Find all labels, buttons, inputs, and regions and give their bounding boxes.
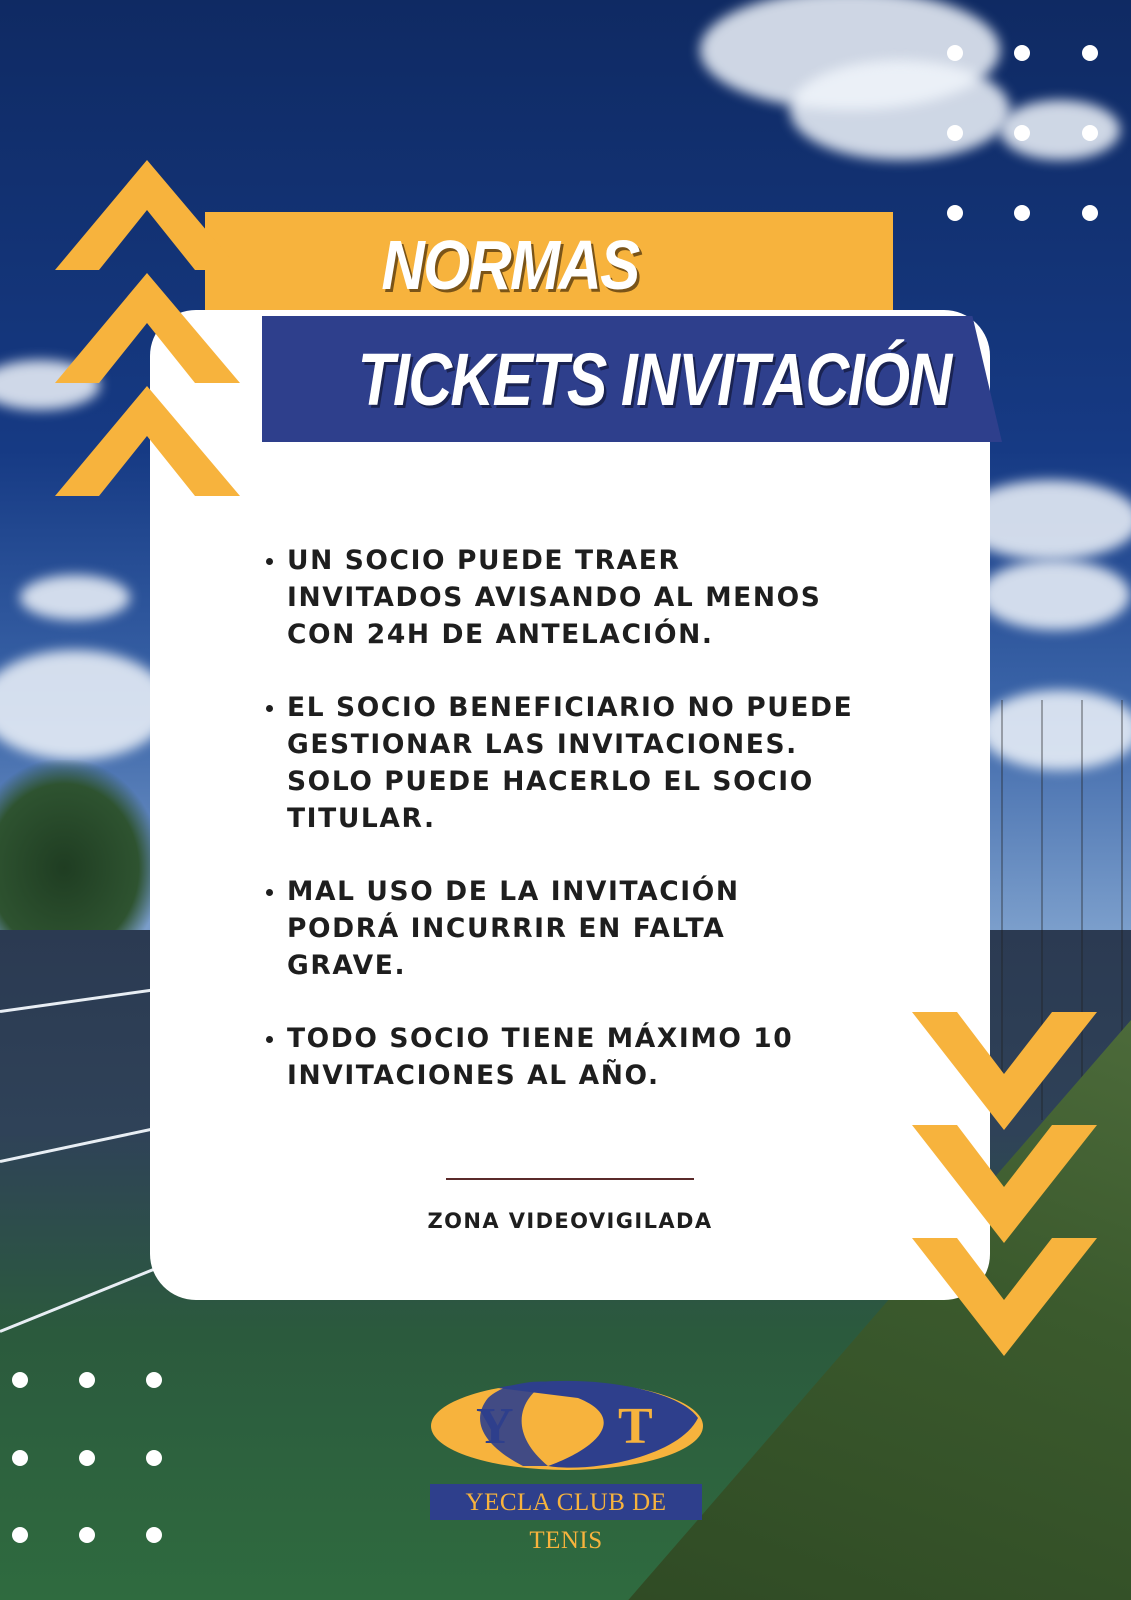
rule-line: SOLO PUEDE HACERLO EL SOCIO	[287, 766, 814, 797]
trees	[0, 760, 160, 940]
rule-line: GESTIONAR LAS INVITACIONES.	[287, 729, 798, 760]
decor-dot	[1014, 125, 1030, 141]
rule-line: UN SOCIO PUEDE TRAER	[287, 545, 681, 576]
decor-dot	[1082, 205, 1098, 221]
rule-line: MAL USO DE LA INVITACIÓN	[287, 876, 740, 907]
decor-dot	[1014, 45, 1030, 61]
bullet-icon	[266, 705, 273, 712]
bullet-icon	[266, 558, 273, 565]
rule-item	[262, 873, 882, 984]
cctv-notice: ZONA VIDEOVIGILADA	[427, 1209, 713, 1233]
decor-dot	[12, 1372, 28, 1388]
page-title-normas: NORMAS	[381, 226, 639, 304]
rules-list	[262, 542, 882, 1130]
rule-item	[262, 542, 882, 653]
decor-dot	[79, 1450, 95, 1466]
cloud	[980, 560, 1130, 630]
bullet-icon	[266, 889, 273, 896]
decor-dot	[12, 1527, 28, 1543]
decor-dot	[146, 1450, 162, 1466]
rule-line: TITULAR.	[287, 803, 436, 834]
chevron-up-icon	[55, 160, 240, 270]
chevron-up-icon-group	[55, 160, 240, 505]
decor-dot	[79, 1527, 95, 1543]
rule-line: GRAVE.	[287, 950, 407, 981]
decor-dot	[1014, 205, 1030, 221]
decor-dot	[12, 1450, 28, 1466]
decor-dot	[146, 1527, 162, 1543]
chevron-down-icon	[912, 1238, 1097, 1356]
decor-dot	[79, 1372, 95, 1388]
cloud	[20, 575, 130, 620]
cloud	[790, 60, 1010, 160]
bullet-icon	[266, 1036, 273, 1043]
decor-dot	[947, 205, 963, 221]
rule-item	[262, 689, 882, 837]
divider	[446, 1178, 694, 1180]
decor-dot	[146, 1372, 162, 1388]
rule-line: EL SOCIO BENEFICIARIO NO PUEDE	[287, 692, 854, 723]
rule-line: INVITACIONES AL AÑO.	[287, 1060, 660, 1091]
page-title-tickets: TICKETS INVITACIÓN	[357, 338, 951, 421]
decor-dot	[1082, 45, 1098, 61]
club-logo-text: YECLA CLUB DE TENIS	[430, 1484, 702, 1520]
chevron-up-icon	[55, 273, 240, 383]
svg-text:Y: Y	[476, 1398, 514, 1455]
decor-dot	[1082, 125, 1098, 141]
rule-line: TODO SOCIO TIENE MÁXIMO 10	[287, 1023, 794, 1054]
rule-line: INVITADOS AVISANDO AL MENOS	[287, 582, 822, 613]
rule-item	[262, 1020, 882, 1094]
chevron-down-icon	[912, 1125, 1097, 1243]
svg-text:T: T	[618, 1398, 653, 1455]
chevron-down-icon	[912, 1012, 1097, 1130]
decor-dot	[947, 45, 963, 61]
chevron-down-icon-group	[912, 1012, 1097, 1357]
decor-dot	[947, 125, 963, 141]
rule-line: CON 24H DE ANTELACIÓN.	[287, 619, 714, 650]
chevron-up-icon	[55, 386, 240, 496]
rule-line: PODRÁ INCURRIR EN FALTA	[287, 913, 726, 944]
